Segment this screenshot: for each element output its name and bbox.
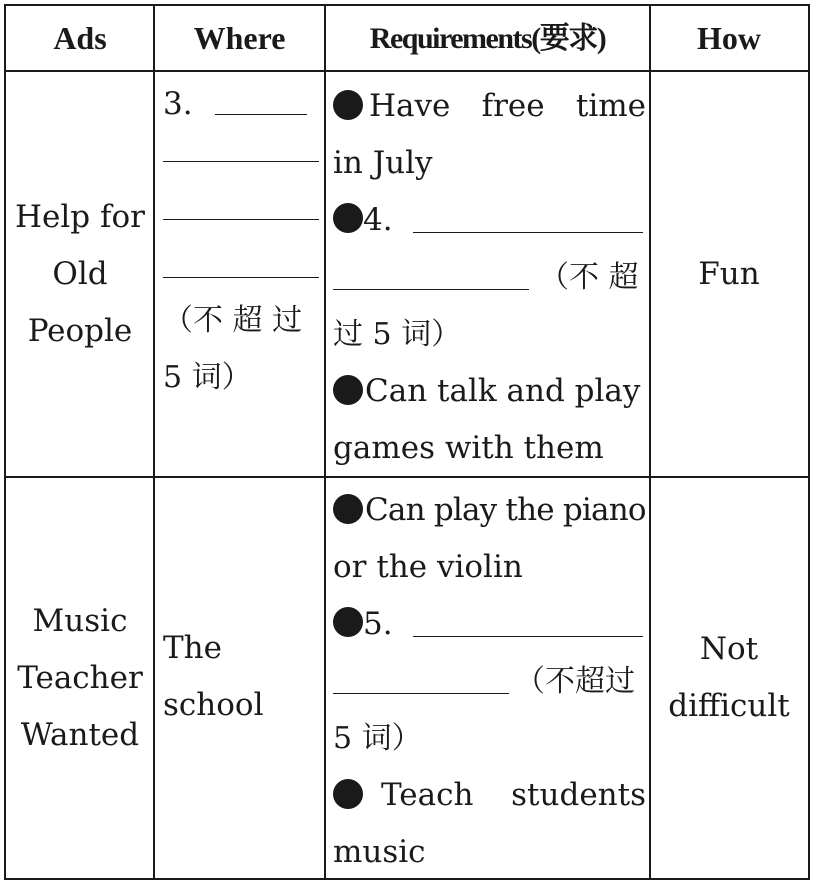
answer-blank-3-line[interactable]: [163, 191, 319, 220]
header-requirements-label: Requirements(要求): [369, 21, 606, 55]
how-cell-not-difficult: [650, 478, 808, 878]
where-cell-blank-3: [163, 86, 319, 422]
bullet-icon: [333, 203, 363, 233]
ads-line: Teacher: [17, 659, 143, 696]
header-how-label: How: [697, 19, 761, 56]
word-limit-note: 5 词）: [163, 360, 252, 395]
word-limit-note: （不超过: [515, 664, 635, 699]
answer-blank-5[interactable]: [413, 636, 643, 637]
header-ads-label: Ads: [53, 19, 107, 56]
answer-blank-3-line[interactable]: [163, 249, 319, 278]
answer-blank-4[interactable]: [413, 232, 643, 233]
where-cell-school: [163, 620, 319, 734]
requirement-word: Have: [369, 88, 451, 124]
requirement-text: Can talk and play: [365, 373, 641, 409]
requirement-word: time: [575, 88, 646, 124]
where-value: school: [163, 687, 264, 723]
requirement-word: free: [481, 88, 545, 124]
ads-line: Help for: [15, 198, 145, 235]
requirement-text: Can play the piano: [365, 492, 646, 528]
requirement-text: music: [333, 834, 426, 870]
question-number-5: 5.: [363, 606, 393, 642]
word-limit-note: （不 超: [539, 260, 639, 295]
how-cell-fun: [650, 72, 808, 476]
requirement-item: [333, 482, 646, 539]
column-divider: [324, 6, 326, 878]
how-value: Fun: [698, 255, 760, 292]
bullet-icon: [333, 779, 363, 809]
where-value: The: [163, 630, 222, 666]
requirement-item: [333, 363, 646, 420]
answer-blank-3-line[interactable]: [163, 133, 319, 162]
ads-line: Music: [32, 602, 128, 639]
requirement-word: Teach: [381, 777, 474, 813]
word-limit-note: （不 超 过: [163, 303, 303, 338]
word-limit-note: 过 5 词）: [333, 317, 462, 352]
requirements-cell-music-teacher: [333, 482, 646, 881]
ads-line: Old: [52, 255, 108, 292]
answer-blank-5-line[interactable]: [333, 693, 509, 694]
requirement-item: [333, 767, 646, 824]
header-how: [650, 6, 808, 70]
ads-cell-music-teacher: [6, 478, 154, 878]
header-requirements: [325, 6, 650, 70]
requirements-cell-help-old-people: [333, 78, 646, 477]
ads-line: People: [27, 312, 133, 349]
word-limit-note: 5 词）: [333, 721, 422, 756]
how-value: difficult: [668, 688, 790, 724]
answer-blank-3[interactable]: [215, 114, 307, 115]
requirement-word: students: [511, 777, 646, 813]
requirement-item: [333, 78, 646, 135]
header-where: [154, 6, 325, 70]
bullet-icon: [333, 90, 363, 120]
bullet-icon: [333, 375, 363, 405]
ads-cell-help-old-people: [6, 72, 154, 476]
requirement-text: games with them: [333, 430, 604, 466]
answer-blank-4-line[interactable]: [333, 289, 529, 290]
bullet-icon: [333, 494, 363, 524]
question-number-3: 3.: [163, 86, 193, 122]
question-number-4: 4.: [363, 202, 393, 238]
header-where-label: Where: [193, 19, 286, 56]
ads-line: Wanted: [20, 716, 140, 753]
worksheet-table: [4, 4, 810, 880]
bullet-icon: [333, 607, 363, 637]
requirement-text: or the violin: [333, 549, 523, 585]
requirement-text: in July: [333, 145, 433, 181]
header-ads: [6, 6, 154, 70]
how-value: Not: [699, 631, 759, 667]
